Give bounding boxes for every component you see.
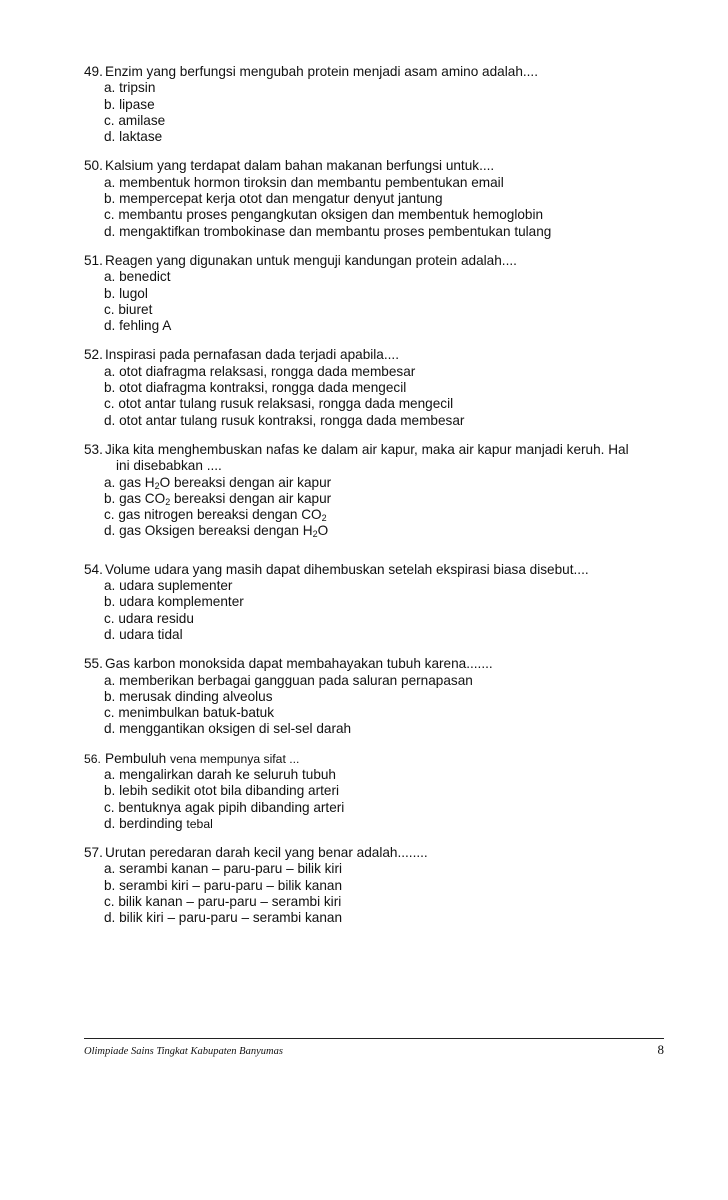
option-b: b. serambi kiri – paru-paru – bilik kanan	[104, 877, 343, 893]
option-a: a. serambi kanan – paru-paru – bilik kiri	[104, 861, 343, 877]
subscript: 2	[154, 480, 160, 491]
option-d: d. menggantikan oksigen di sel-sel darah	[104, 721, 352, 737]
option-a	[104, 475, 684, 491]
question-number: 49.	[84, 64, 103, 79]
option-b: b. otot diafragma kontraksi, rongga dada mengecil	[104, 380, 407, 396]
option-b: b. udara komplementer	[104, 594, 244, 610]
option-d: d. mengaktifkan trombokinase dan membantu proses pembentukan tulang	[104, 223, 552, 239]
question-53	[84, 442, 684, 540]
option-d	[104, 816, 684, 832]
option-c: c. udara residu	[104, 610, 194, 626]
option-c: c. menimbulkan batuk-batuk	[104, 705, 275, 721]
option-a: a. udara suplementer	[104, 578, 233, 594]
question-list	[84, 64, 684, 940]
question-text-end: vena mempunya sifat ...	[170, 751, 300, 766]
question-text-continuation: ini disebabkan ....	[116, 458, 222, 474]
option-b: b. lipase	[104, 96, 155, 112]
question-text: Reagen yang digunakan untuk menguji kandungan protein adalah....	[105, 252, 517, 268]
option-b-text: b. gas CO	[104, 490, 166, 506]
question-text: Jika kita menghembuskan nafas ke dalam air kapur, maka air kapur manjadi keruh. Hal	[105, 441, 629, 457]
option-a: a. benedict	[104, 269, 171, 285]
question-number: 52.	[84, 347, 103, 363]
option-d	[104, 523, 684, 539]
option-b: b. lebih sedikit otot bila dibanding arteri	[104, 783, 340, 799]
option-b	[104, 491, 684, 507]
option-a: a. otot diafragma relaksasi, rongga dada membesar	[104, 363, 416, 379]
option-d-text-end: tebal	[186, 816, 213, 831]
option-d: d. udara tidal	[104, 626, 183, 642]
option-b: b. merusak dinding alveolus	[104, 688, 273, 704]
option-d: d. bilik kiri – paru-paru – serambi kanan	[104, 910, 343, 926]
question-number: 51.	[84, 252, 103, 268]
page-number: 8	[657, 1042, 664, 1057]
question-number: 55.	[84, 656, 103, 672]
question-number: 50.	[84, 158, 103, 174]
option-b: b. mempercepat kerja otot dan mengatur denyut jantung	[104, 191, 443, 207]
option-c: c. otot antar tulang rusuk relaksasi, rongga dada mengecil	[104, 396, 454, 412]
question-56	[84, 751, 684, 832]
question-text: Volume udara yang masih dapat dihembuskan setelah ekspirasi biasa disebut....	[105, 561, 589, 577]
question-text: Kalsium yang terdapat dalam bahan makanan berfungsi untuk....	[105, 158, 495, 174]
option-b: b. lugol	[104, 285, 148, 301]
option-d-text: d. berdinding	[104, 815, 187, 831]
option-d-text-end: O	[317, 523, 329, 539]
question-number: 57.	[84, 845, 103, 861]
question-number: 53.	[84, 441, 103, 457]
option-c: c. amilase	[104, 112, 166, 128]
option-c: c. bilik kanan – paru-paru – serambi kiri	[104, 894, 342, 910]
option-c-text: c. gas nitrogen bereaksi dengan CO	[104, 507, 322, 523]
subscript: 2	[321, 513, 327, 524]
question-text: Enzim yang berfungsi mengubah protein menjadi asam amino adalah....	[105, 64, 538, 79]
question-51	[84, 253, 684, 334]
option-c: c. biuret	[104, 301, 153, 317]
option-d: d. fehling A	[104, 318, 172, 334]
question-57	[84, 845, 684, 926]
question-50	[84, 158, 684, 239]
option-a: a. memberikan berbagai gangguan pada saluran pernapasan	[104, 672, 473, 688]
question-number: 56.	[84, 751, 101, 766]
option-a-text-end: O bereaksi dengan air kapur	[159, 474, 332, 490]
option-c	[104, 507, 684, 523]
option-d: d. laktase	[104, 129, 163, 145]
subscript: 2	[165, 496, 171, 507]
option-a-text: a. gas H	[104, 474, 155, 490]
subscript: 2	[312, 529, 318, 540]
question-text: Urutan peredaran darah kecil yang benar adalah........	[105, 845, 428, 861]
option-a: a. tripsin	[104, 80, 156, 96]
option-a: a. membentuk hormon tiroksin dan membantu pembentukan email	[104, 174, 504, 190]
option-d: d. otot antar tulang rusuk kontraksi, rongga dada membesar	[104, 412, 465, 428]
question-text: Pembuluh	[105, 750, 170, 766]
question-49	[84, 64, 684, 145]
question-55	[84, 656, 684, 737]
question-text: Inspirasi pada pernafasan dada terjadi apabila....	[105, 347, 399, 363]
question-text: Gas karbon monoksida dapat membahayakan tubuh karena.......	[105, 656, 493, 672]
option-a: a. mengalirkan darah ke seluruh tubuh	[104, 766, 336, 782]
question-52	[84, 347, 684, 428]
footer-title: Olimpiade Sains Tingkat Kabupaten Banyumas	[84, 1046, 283, 1057]
option-c: c. bentuknya agak pipih dibanding arteri	[104, 799, 345, 815]
option-b-text-end: bereaksi dengan air kapur	[170, 490, 332, 506]
option-d-text: d. gas Oksigen bereaksi dengan H	[104, 523, 313, 539]
question-54	[84, 562, 684, 643]
page-footer	[84, 1038, 664, 1058]
option-c: c. membantu proses pengangkutan oksigen dan membentuk hemoglobin	[104, 207, 544, 223]
question-number: 54.	[84, 561, 103, 577]
